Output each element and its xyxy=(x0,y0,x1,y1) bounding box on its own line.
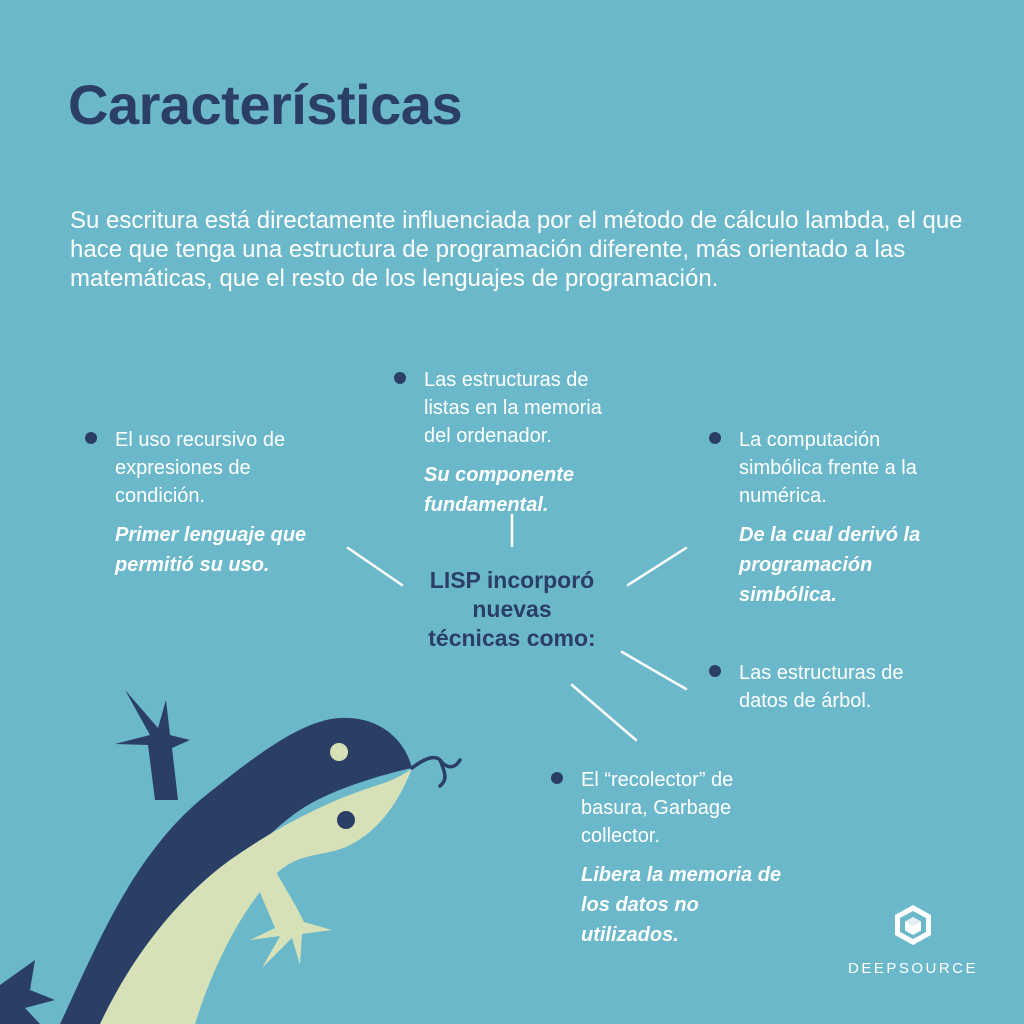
feature-emphasis: Libera la memoria de los datos no utilizados. xyxy=(581,864,782,946)
brand-name: DEEPSOURCE xyxy=(848,960,979,977)
deepsource-logo xyxy=(848,903,978,977)
bullet-dot xyxy=(709,432,721,444)
cube-icon xyxy=(893,903,933,947)
feature-text: Las estructuras de listas en la memoria del ordenador. xyxy=(424,369,602,447)
feature-item-trees xyxy=(739,659,979,715)
connector-line-3 xyxy=(628,548,686,585)
feature-text: La computación simbólica frente a la numérica. xyxy=(739,429,917,507)
connector-line-4 xyxy=(622,652,686,689)
feature-text: El uso recursivo de expresiones de condición. xyxy=(115,429,286,507)
feature-item-garbage-collector xyxy=(581,766,821,950)
feature-text: Las estructuras de datos de árbol. xyxy=(739,662,904,712)
connector-line-5 xyxy=(572,685,636,740)
feature-text: El “recolector” de basura, Garbage collector. xyxy=(581,769,734,847)
center-label: LISP incorporó nuevas técnicas como: xyxy=(428,567,596,651)
bullet-dot xyxy=(551,772,563,784)
page-title: Características xyxy=(68,73,463,136)
feature-emphasis: Su componente fundamental. xyxy=(424,464,575,516)
bullet-dot xyxy=(709,665,721,677)
intro-paragraph: Su escritura está directamente influenciada por el método de cálculo lambda, el que hace que tenga una estructura de programación diferente, más orientado a las matemáticas, que el resto de los lenguajes de programación. xyxy=(70,207,963,292)
feature-emphasis: De la cual derivó la programación simbólica. xyxy=(739,524,921,606)
feature-item-symbolic xyxy=(739,426,979,610)
feature-emphasis: Primer lenguaje que permitió su uso. xyxy=(115,524,307,576)
